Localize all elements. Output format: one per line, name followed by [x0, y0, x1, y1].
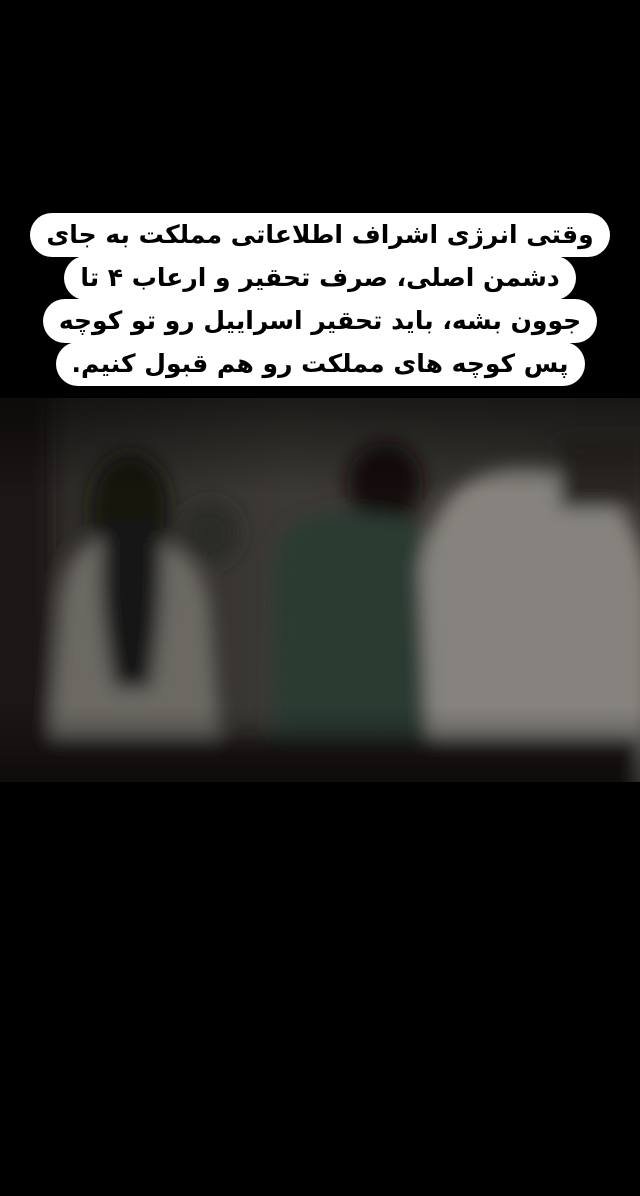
- caption-line-3: جوون بشه، باید تحقیر اسراییل رو تو کوچه: [43, 299, 597, 343]
- caption-overlay: [0, 214, 640, 386]
- caption-line-1: وقتی انرژی اشراف اطلاعاتی مملکت به جای: [30, 213, 609, 257]
- caption-line-2: دشمن اصلی، صرف تحقیر و ارعاب ۴ تا: [64, 256, 575, 300]
- video-frame[interactable]: [0, 398, 640, 782]
- blurred-scene-image: [0, 398, 640, 782]
- caption-line-4: پس کوچه های مملکت رو هم قبول کنیم.: [56, 342, 585, 386]
